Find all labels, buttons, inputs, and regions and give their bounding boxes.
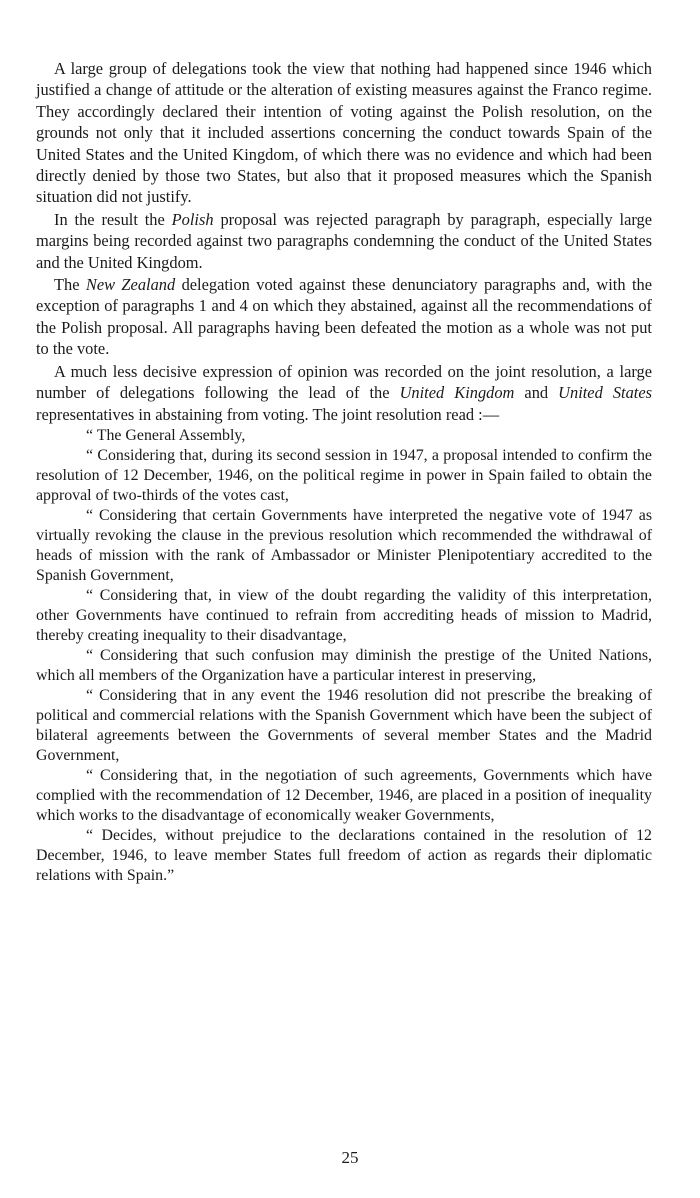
resolution-line: “ Decides, without prejudice to the declarations contained in the resolution of 12 December, 1946, to leave member States full freedom of action as regards their diplomatic relations with Spain.” (36, 826, 652, 884)
text-run: The (54, 275, 86, 295)
resolution-line: “ Considering that in any event the 1946 resolution did not prescribe the breaking of political and commercial relations with the Spanish Government which have been the subject of bilateral agreements between the Governments of several member States and the Madrid Government, (36, 686, 652, 764)
resolution-line: “ Considering that, during its second session in 1947, a proposal intended to confirm the resolution of 12 December, 1946, on the political regime in power in Spain failed to obtain the approval of two-thirds of the votes cast, (36, 446, 652, 504)
italic-run: United States (558, 383, 652, 403)
italic-run: New Zealand (85, 275, 176, 295)
italic-run: Polish (171, 209, 214, 229)
paragraph-new-zealand-vote (36, 274, 652, 360)
resolution-line: “ Considering that, in the negotiation of such agreements, Governments which have complied with the recommendation of 12 December, 1946, are placed in a position of inequality which works to the disadvantage of economically weaker Governments, (36, 766, 652, 824)
text-run: delegation voted against these denunciatory paragraphs and, with the exception of paragraphs 1 and 4 on which they abstained, against all the recommendations of the Polish proposal. All paragraphs having been defeated the motion as a whole was not put to the vote. (36, 275, 652, 359)
page-number: 25 (341, 1148, 359, 1167)
paragraph-polish-proposal (36, 209, 652, 273)
text-run: proposal was rejected paragraph by paragraph, especially large margins being recorded against two paragraphs condemning the conduct of the United States and the United Kingdom. (36, 209, 652, 272)
resolution-quote (36, 426, 652, 886)
italic-run: United Kingdom (399, 383, 515, 403)
text-run: and (514, 383, 559, 403)
text-run: representatives in abstaining from voting. The joint resolution read :— (36, 404, 500, 424)
text-run: A large group of delegations took the view that nothing had happened since 1946 which justified a change of attitude or the alteration of existing measures against the Franco regime. They accordingly declared their intention of voting against the Polish resolution, on the grounds not only that it included assertions concerning the conduct towards Spain of the United States and the United Kingdom, of which there was no evidence and which had been directly denied by those two States, but also that it proposed measures which the Spanish situation did not justify. (36, 59, 652, 207)
paragraph-opposing-views (36, 58, 652, 208)
resolution-line: “ Considering that certain Governments have interpreted the negative vote of 1947 as virtually revoking the clause in the previous resolution which recommended the withdrawal of heads of mission with the rank of Ambassador or Minister Plenipotentiary accredited to the Spanish Government, (36, 506, 652, 584)
resolution-line: “ Considering that such confusion may diminish the prestige of the United Nations, which all members of the Organization have a particular interest in preserving, (36, 646, 652, 684)
text-run: In the result the (54, 209, 172, 229)
resolution-line: “ The General Assembly, (86, 426, 246, 444)
paragraph-joint-resolution (36, 361, 652, 425)
text-run: A much less decisive expression of opinion was recorded on the joint resolution, a large number of delegations following the lead of the (36, 361, 652, 403)
resolution-line: “ Considering that, in view of the doubt regarding the validity of this interpretation, other Governments have continued to refrain from accrediting heads of mission to Madrid, thereby creating inequality to their disadvantage, (36, 586, 652, 644)
body-text (36, 58, 652, 425)
